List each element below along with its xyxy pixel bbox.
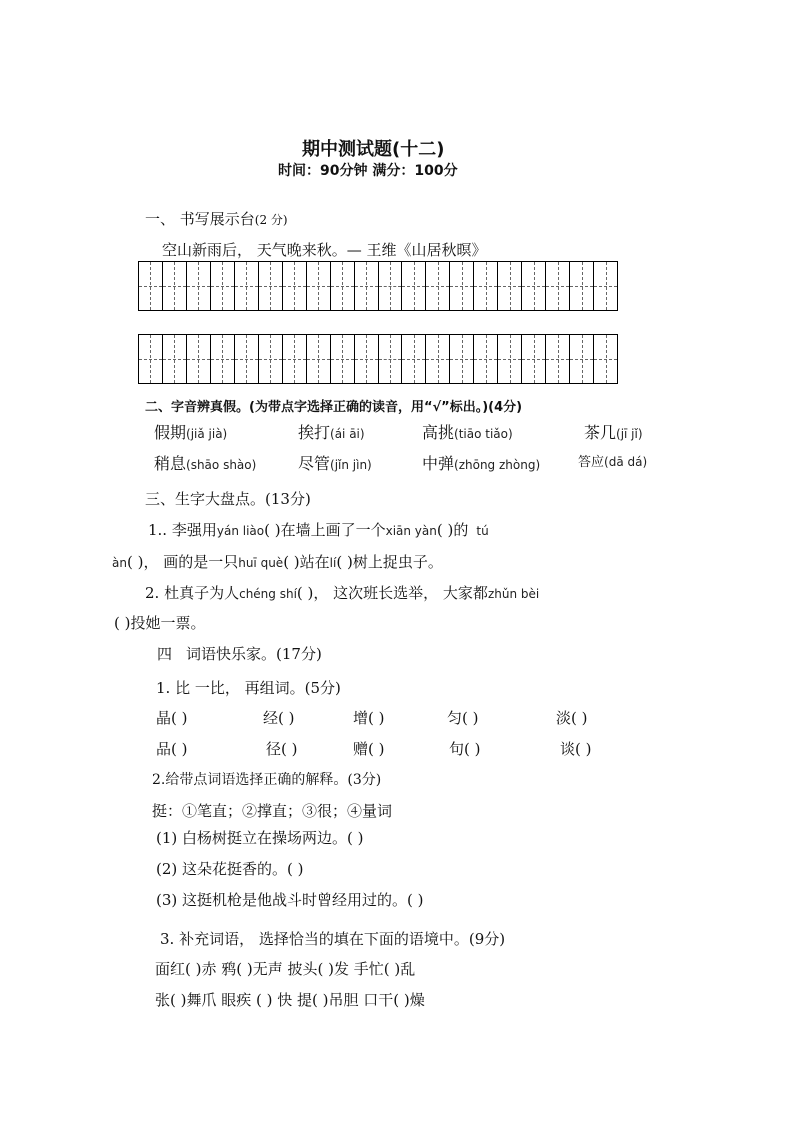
q1-pinyin-5: huī què — [238, 556, 284, 570]
writing-cell[interactable] — [426, 262, 450, 310]
writing-cell[interactable] — [474, 262, 498, 310]
pron-item — [298, 451, 372, 474]
pron-options[interactable]: (zhōng zhòng) — [454, 458, 541, 472]
compare-item[interactable]: 句( ) — [449, 740, 481, 758]
writing-cell[interactable] — [259, 335, 283, 383]
writing-cell[interactable] — [570, 335, 594, 383]
pron-word: 假期 — [154, 423, 187, 442]
writing-cell[interactable] — [450, 262, 474, 310]
writing-cell[interactable] — [139, 262, 163, 310]
q1-text-e[interactable]: ( )站在 — [283, 553, 330, 571]
definition-line: 挺：①笔直；②撑直；③很；④量词 — [152, 802, 393, 820]
writing-cell[interactable] — [594, 262, 617, 310]
q1-line-2 — [112, 551, 443, 572]
pron-word: 稍息 — [154, 454, 187, 473]
writing-cell[interactable] — [355, 335, 379, 383]
pron-item — [422, 420, 513, 443]
compare-item[interactable]: 径( ) — [266, 740, 298, 758]
pron-options[interactable]: (shāo shào) — [186, 458, 257, 472]
sec4-q1-title: 1. 比 一比， 再组词。(5分) — [156, 679, 341, 697]
q1-text-d[interactable]: ( )， 画的是一只 — [126, 553, 239, 571]
writing-cell[interactable] — [163, 262, 187, 310]
writing-cell[interactable] — [426, 335, 450, 383]
q1-line-1 — [148, 519, 489, 540]
q1-pinyin-4: àn — [112, 556, 127, 570]
q2-line-2: ( )投她一票。 — [114, 614, 206, 632]
writing-cell[interactable] — [402, 335, 426, 383]
section-4-heading — [157, 643, 322, 664]
q2-text-a: 2. 杜真子为人 — [145, 584, 240, 602]
section-4-title: 词语快乐家。(17分) — [186, 645, 322, 663]
writing-grid-1[interactable] — [138, 261, 618, 311]
writing-cell[interactable] — [498, 335, 522, 383]
section-2-heading: 二、字音辨真假。(为带点字选择正确的读音，用“√”标出。)(4分) — [145, 400, 523, 415]
section-1-heading — [145, 208, 288, 229]
pron-options[interactable]: (tiāo tiǎo) — [454, 427, 513, 441]
compare-item[interactable]: 淡( ) — [556, 709, 588, 727]
section-1-title: 一、 书写展示台 — [145, 210, 255, 228]
writing-cell[interactable] — [522, 335, 546, 383]
usage-item-2[interactable]: (2) 这朵花挺香的。( ) — [156, 860, 304, 878]
compare-item[interactable]: 赠( ) — [353, 740, 385, 758]
writing-cell[interactable] — [546, 335, 570, 383]
writing-cell[interactable] — [235, 262, 259, 310]
section-4-number: 四 — [157, 645, 173, 663]
writing-cell[interactable] — [331, 335, 355, 383]
writing-cell[interactable] — [355, 262, 379, 310]
writing-cell[interactable] — [474, 335, 498, 383]
pron-word: 挨打 — [298, 423, 331, 442]
writing-cell[interactable] — [379, 262, 403, 310]
writing-cell[interactable] — [235, 335, 259, 383]
q1-pinyin-3: tú — [476, 524, 489, 538]
compare-item[interactable]: 经( ) — [263, 709, 295, 727]
pron-word: 茶几 — [584, 423, 617, 442]
q1-pinyin-6: lí — [329, 556, 337, 570]
pron-options[interactable]: (jī jǐ) — [616, 427, 643, 441]
pron-item — [154, 451, 256, 474]
q2-text-b[interactable]: ( )， 这次班长选举， 大家都 — [296, 584, 488, 602]
idiom-row-2[interactable]: 张( )舞爪 眼疾 ( ) 快 提( )吊胆 口干( )燥 — [155, 991, 425, 1009]
writing-grid-2[interactable] — [138, 334, 618, 384]
poem-line: 空山新雨后， 天气晚来秋。— 王维《山居秋暝》 — [162, 241, 487, 259]
exam-info: 时间：90分钟 满分：100分 — [278, 163, 458, 179]
q1-text-b[interactable]: ( )在墙上画了一个 — [264, 521, 386, 539]
writing-cell[interactable] — [211, 335, 235, 383]
q1-text-a: 1.. 李强用 — [148, 521, 217, 539]
idiom-row-1[interactable]: 面红( )赤 鸦( )无声 披头( )发 手忙( )乱 — [155, 960, 416, 978]
pron-word: 中弹 — [422, 454, 455, 473]
pron-word: 答应 — [578, 455, 605, 470]
writing-cell[interactable] — [211, 262, 235, 310]
q1-pinyin-1: yán liào — [216, 524, 265, 538]
compare-item[interactable]: 匀( ) — [447, 709, 479, 727]
writing-cell[interactable] — [163, 335, 187, 383]
writing-cell[interactable] — [187, 262, 211, 310]
q1-text-c[interactable]: ( )的 — [436, 521, 469, 539]
usage-item-3[interactable]: (3) 这挺机枪是他战斗时曾经用过的。( ) — [156, 891, 424, 909]
writing-cell[interactable] — [259, 262, 283, 310]
q1-text-f[interactable]: ( )树上捉虫子。 — [336, 553, 443, 571]
q1-pinyin-2: xiān yàn — [385, 524, 437, 538]
writing-cell[interactable] — [402, 262, 426, 310]
pron-item — [298, 420, 365, 443]
q2-pinyin-1: chéng shí — [239, 587, 297, 601]
compare-item[interactable]: 晶( ) — [156, 709, 188, 727]
pron-options[interactable]: (jǐn jìn) — [330, 458, 372, 472]
writing-cell[interactable] — [307, 262, 331, 310]
writing-cell[interactable] — [594, 335, 617, 383]
pron-options[interactable]: (dā dá) — [604, 455, 648, 469]
sec4-q2-title: 2.给带点词语选择正确的解释。(3分) — [152, 772, 382, 788]
compare-item[interactable]: 谈( ) — [560, 740, 592, 758]
compare-item[interactable]: 品( ) — [156, 740, 188, 758]
pron-word: 高挑 — [422, 423, 455, 442]
writing-cell[interactable] — [307, 335, 331, 383]
pron-item — [578, 451, 647, 470]
writing-cell[interactable] — [450, 335, 474, 383]
writing-cell[interactable] — [139, 335, 163, 383]
writing-cell[interactable] — [331, 262, 355, 310]
writing-cell[interactable] — [379, 335, 403, 383]
sec4-q3-title: 3. 补充词语， 选择恰当的填在下面的语境中。(9分) — [160, 930, 506, 948]
compare-item[interactable]: 增( ) — [353, 709, 385, 727]
section-3-heading: 三、生字大盘点。(13分) — [145, 490, 311, 508]
q2-line-1 — [145, 582, 539, 603]
pron-options[interactable]: (jiǎ jià) — [186, 427, 228, 441]
usage-item-1[interactable]: (1) 白杨树挺立在操场两边。( ) — [156, 829, 364, 847]
section-1-score: (2 分) — [254, 213, 288, 227]
pron-word: 尽管 — [298, 454, 331, 473]
writing-cell[interactable] — [546, 262, 570, 310]
writing-cell[interactable] — [498, 262, 522, 310]
writing-cell[interactable] — [283, 335, 307, 383]
writing-cell[interactable] — [522, 262, 546, 310]
page-title: 期中测试题(十二) — [302, 139, 445, 160]
pron-item — [154, 420, 227, 443]
writing-cell[interactable] — [283, 262, 307, 310]
writing-cell[interactable] — [570, 262, 594, 310]
pron-item — [422, 451, 540, 474]
q2-pinyin-2: zhǔn bèi — [487, 587, 540, 601]
pron-options[interactable]: (ái āi) — [330, 427, 365, 441]
pron-item — [584, 420, 643, 443]
writing-cell[interactable] — [187, 335, 211, 383]
